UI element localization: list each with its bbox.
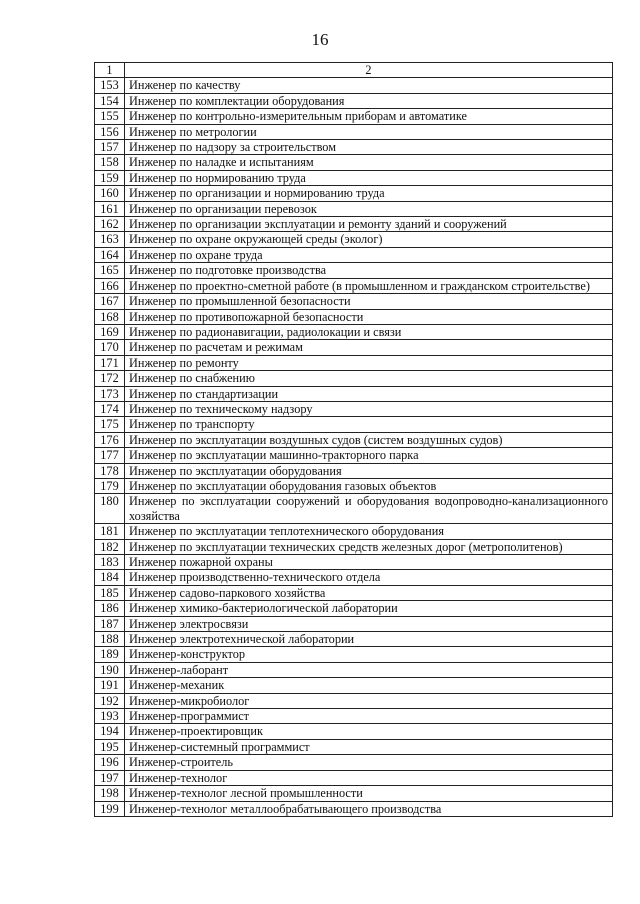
row-number: 160 (95, 186, 125, 201)
row-number: 178 (95, 463, 125, 478)
row-number: 187 (95, 616, 125, 631)
row-number: 177 (95, 448, 125, 463)
table-row (95, 585, 613, 600)
profession-name: Инженер по организации и нормированию труда (125, 186, 613, 201)
row-number: 193 (95, 709, 125, 724)
profession-name: Инженер по контрольно-измерительным приборам и автоматике (125, 109, 613, 124)
row-number: 194 (95, 724, 125, 739)
row-number: 185 (95, 585, 125, 600)
table-row (95, 616, 613, 631)
table-row (95, 109, 613, 124)
table-row (95, 463, 613, 478)
table-row (95, 632, 613, 647)
table-row (95, 786, 613, 801)
row-number: 179 (95, 478, 125, 493)
profession-name: Инженер по подготовке производства (125, 263, 613, 278)
table-row (95, 201, 613, 216)
row-number: 158 (95, 155, 125, 170)
row-number: 161 (95, 201, 125, 216)
row-number: 162 (95, 217, 125, 232)
table-row (95, 417, 613, 432)
row-number: 188 (95, 632, 125, 647)
profession-name: Инженер по техническому надзору (125, 401, 613, 416)
table-row (95, 93, 613, 108)
table-row (95, 371, 613, 386)
table-row (95, 662, 613, 677)
profession-name: Инженер-технолог металлообрабатывающего производства (125, 801, 613, 816)
table-row (95, 78, 613, 93)
row-number: 155 (95, 109, 125, 124)
profession-name: Инженер производственно-технического отдела (125, 570, 613, 585)
profession-name: Инженер по ремонту (125, 355, 613, 370)
table-row (95, 232, 613, 247)
row-number: 172 (95, 371, 125, 386)
row-number: 170 (95, 340, 125, 355)
row-number: 164 (95, 247, 125, 262)
table-body (95, 78, 613, 817)
profession-name: Инженер по надзору за строительством (125, 140, 613, 155)
row-number: 196 (95, 755, 125, 770)
profession-name: Инженер по эксплуатации сооружений и оборудования водопроводно-канализационного хозяйства (125, 494, 613, 524)
profession-name: Инженер-проектировщик (125, 724, 613, 739)
profession-name: Инженер по транспорту (125, 417, 613, 432)
row-number: 174 (95, 401, 125, 416)
table-row (95, 524, 613, 539)
column-header-number: 1 (95, 63, 125, 78)
professions-table (94, 62, 613, 817)
profession-name: Инженер по организации перевозок (125, 201, 613, 216)
row-number: 159 (95, 170, 125, 185)
profession-name: Инженер по эксплуатации теплотехнического оборудования (125, 524, 613, 539)
table-row (95, 355, 613, 370)
row-number: 168 (95, 309, 125, 324)
row-number: 173 (95, 386, 125, 401)
profession-name: Инженер по противопожарной безопасности (125, 309, 613, 324)
table-row (95, 263, 613, 278)
table-row (95, 124, 613, 139)
table-row (95, 555, 613, 570)
profession-name: Инженер электротехнической лаборатории (125, 632, 613, 647)
profession-name: Инженер по эксплуатации технических средств железных дорог (метрополитенов) (125, 539, 613, 554)
table-row (95, 770, 613, 785)
table-row (95, 386, 613, 401)
profession-name: Инженер по эксплуатации оборудования (125, 463, 613, 478)
row-number: 195 (95, 739, 125, 754)
table-row (95, 494, 613, 524)
profession-name: Инженер по проектно-сметной работе (в промышленном и гражданском строительстве) (125, 278, 613, 293)
row-number: 192 (95, 693, 125, 708)
profession-name: Инженер по охране окружающей среды (эколог) (125, 232, 613, 247)
table-row (95, 724, 613, 739)
row-number: 183 (95, 555, 125, 570)
profession-name: Инженер по нормированию труда (125, 170, 613, 185)
profession-name: Инженер по охране труда (125, 247, 613, 262)
row-number: 186 (95, 601, 125, 616)
row-number: 197 (95, 770, 125, 785)
profession-name: Инженер по качеству (125, 78, 613, 93)
table-row (95, 217, 613, 232)
profession-name: Инженер по расчетам и режимам (125, 340, 613, 355)
table-row (95, 601, 613, 616)
row-number: 184 (95, 570, 125, 585)
table-row (95, 739, 613, 754)
table-row (95, 678, 613, 693)
table-row (95, 401, 613, 416)
row-number: 199 (95, 801, 125, 816)
table-row (95, 432, 613, 447)
row-number: 165 (95, 263, 125, 278)
row-number: 175 (95, 417, 125, 432)
profession-name: Инженер по наладке и испытаниям (125, 155, 613, 170)
table-row (95, 801, 613, 816)
profession-name: Инженер пожарной охраны (125, 555, 613, 570)
profession-name: Инженер по промышленной безопасности (125, 294, 613, 309)
profession-name: Инженер по эксплуатации машинно-тракторного парка (125, 448, 613, 463)
profession-name: Инженер-лаборант (125, 662, 613, 677)
row-number: 198 (95, 786, 125, 801)
profession-name: Инженер-микробиолог (125, 693, 613, 708)
row-number: 176 (95, 432, 125, 447)
table-row (95, 448, 613, 463)
page-number: 16 (311, 30, 329, 49)
table-row (95, 247, 613, 262)
profession-name: Инженер электросвязи (125, 616, 613, 631)
table-row (95, 539, 613, 554)
row-number: 182 (95, 539, 125, 554)
row-number: 180 (95, 494, 125, 524)
table-row (95, 294, 613, 309)
table-row (95, 140, 613, 155)
profession-name: Инженер по метрологии (125, 124, 613, 139)
table-row (95, 693, 613, 708)
table-row (95, 340, 613, 355)
table-row (95, 478, 613, 493)
row-number: 190 (95, 662, 125, 677)
profession-name: Инженер по организации эксплуатации и ремонту зданий и сооружений (125, 217, 613, 232)
row-number: 154 (95, 93, 125, 108)
column-header-name: 2 (125, 63, 613, 78)
row-number: 181 (95, 524, 125, 539)
table-header-row (95, 63, 613, 78)
table-row (95, 324, 613, 339)
row-number: 153 (95, 78, 125, 93)
profession-name: Инженер-механик (125, 678, 613, 693)
table-row (95, 647, 613, 662)
row-number: 191 (95, 678, 125, 693)
profession-name: Инженер-строитель (125, 755, 613, 770)
table-row (95, 570, 613, 585)
table-row (95, 155, 613, 170)
row-number: 169 (95, 324, 125, 339)
profession-name: Инженер по стандартизации (125, 386, 613, 401)
profession-name: Инженер по эксплуатации воздушных судов (систем воздушных судов) (125, 432, 613, 447)
table-row (95, 309, 613, 324)
row-number: 157 (95, 140, 125, 155)
profession-name: Инженер-технолог лесной промышленности (125, 786, 613, 801)
row-number: 189 (95, 647, 125, 662)
table-row (95, 278, 613, 293)
profession-name: Инженер по снабжению (125, 371, 613, 386)
table-row (95, 170, 613, 185)
profession-name: Инженер-программист (125, 709, 613, 724)
profession-name: Инженер-технолог (125, 770, 613, 785)
row-number: 156 (95, 124, 125, 139)
row-number: 163 (95, 232, 125, 247)
profession-name: Инженер по эксплуатации оборудования газовых объектов (125, 478, 613, 493)
profession-name: Инженер химико-бактериологической лаборатории (125, 601, 613, 616)
table-row (95, 186, 613, 201)
profession-name: Инженер по комплектации оборудования (125, 93, 613, 108)
profession-name: Инженер по радионавигации, радиолокации и связи (125, 324, 613, 339)
row-number: 171 (95, 355, 125, 370)
row-number: 166 (95, 278, 125, 293)
profession-name: Инженер-системный программист (125, 739, 613, 754)
profession-name: Инженер садово-паркового хозяйства (125, 585, 613, 600)
row-number: 167 (95, 294, 125, 309)
profession-name: Инженер-конструктор (125, 647, 613, 662)
table-row (95, 755, 613, 770)
table-row (95, 709, 613, 724)
